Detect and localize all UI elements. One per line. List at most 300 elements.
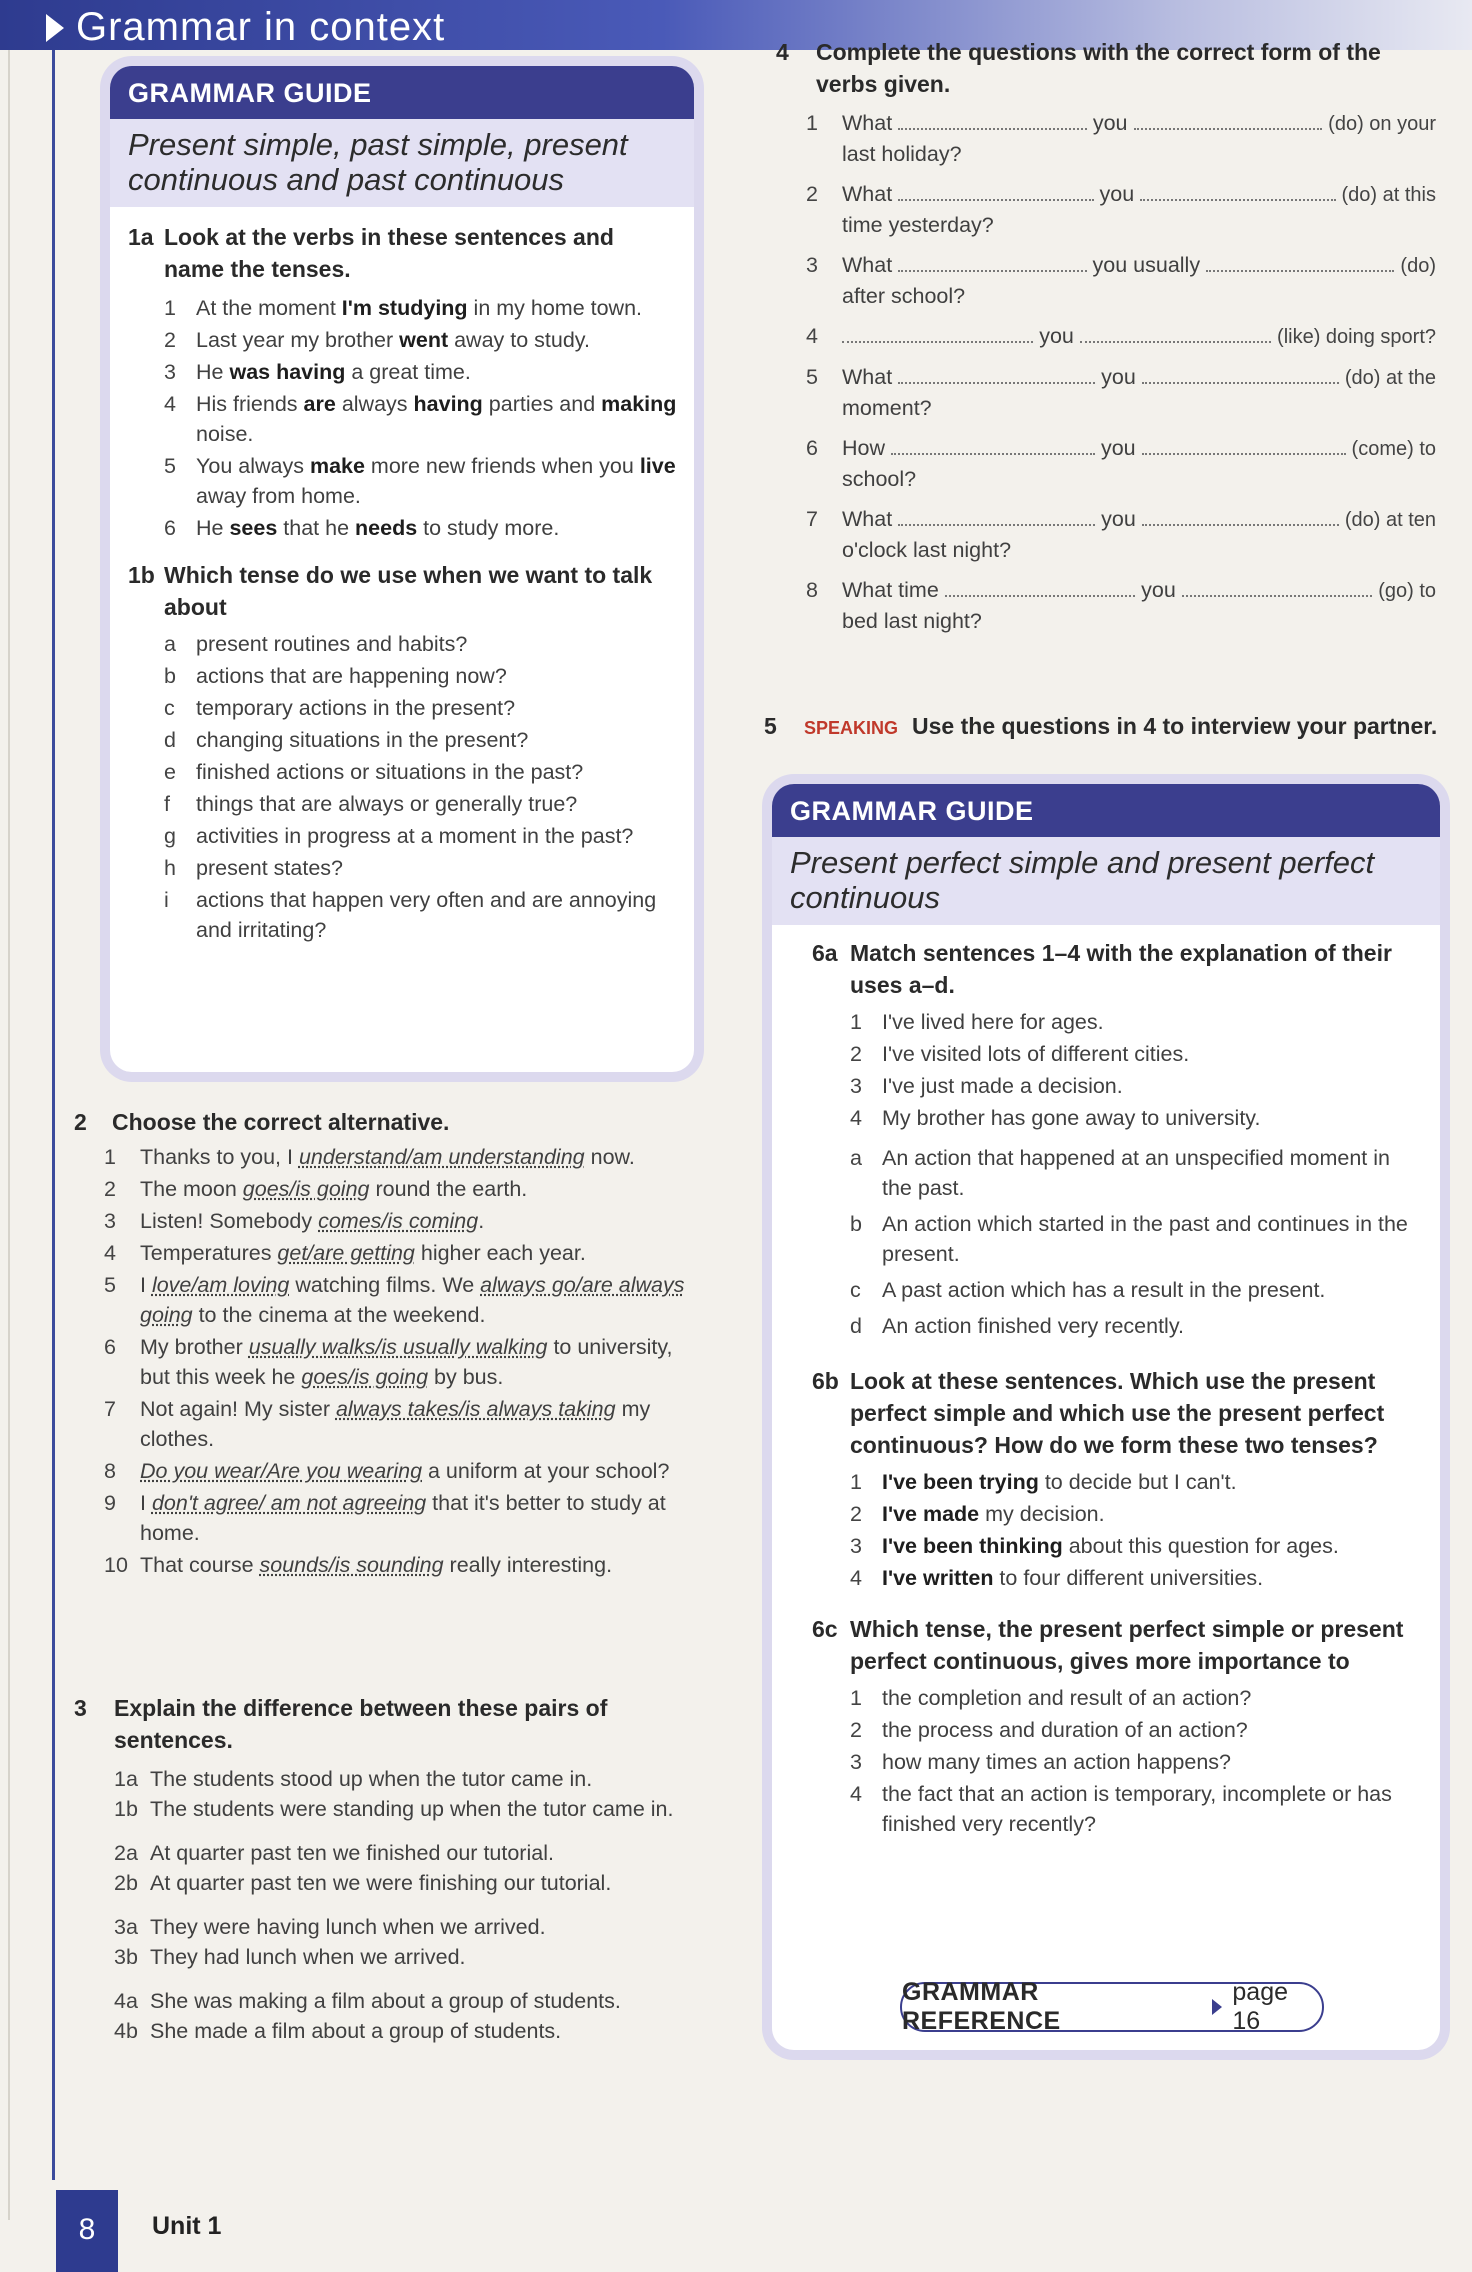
item-text-fragment: Listen! Somebody [140,1209,319,1233]
item-text-fragment: He [196,516,230,540]
subject-word: you usually [1092,253,1201,277]
bold-verb: are [303,392,336,416]
grammar-guide-box-1 [110,66,694,1072]
question-line [842,250,1436,281]
item-number: 5 [806,365,818,389]
item-number: 7 [104,1397,116,1421]
list-item [164,693,678,723]
answer-blank[interactable] [1134,110,1323,130]
left-margin-rule [52,50,55,2180]
bold-verb: make [309,454,365,478]
subject-word: you [1100,436,1136,460]
subject-word: you [1039,324,1074,348]
verb-hint: (like) doing sport? [1277,326,1437,348]
list-item [164,853,678,883]
verb-hint: (do) at ten [1344,509,1436,531]
bold-verb: I've been thinking [882,1534,1063,1558]
list-item [164,389,678,449]
subject-word: you [1101,507,1136,531]
item-text [140,1550,694,1580]
answer-blank[interactable] [898,181,1093,201]
item-text: activities in progress at a moment in the past? [196,824,634,848]
item-text: At quarter past ten we finished our tutorial. [150,1841,554,1865]
item-text-fragment: to the cinema at the weekend. [192,1303,486,1327]
exercise-6c [772,1595,1440,1839]
item-text: An action which started in the past and continues in the present. [882,1212,1408,1266]
item-text [882,1531,1422,1561]
grammar-guide-heading: GRAMMAR GUIDE [772,784,1440,837]
alternative-choice: understand/am understanding [298,1145,585,1169]
grammar-guide-subtitle: Present perfect simple and present perfect continuous [772,837,1440,925]
exercise-instruction: Complete the questions with the correct form of the verbs given. [816,39,1381,97]
item-number: 2 [164,328,176,352]
item-number: 1a [114,1767,138,1791]
verb-hint: (do) at this [1341,184,1436,206]
exercise-3-title [74,1692,694,1756]
bold-verb: I've written [882,1566,994,1590]
item-text-fragment: always [335,392,414,416]
item-number: 2 [850,1502,862,1526]
item-text: temporary actions in the present? [196,696,516,720]
item-number: 1 [850,1470,862,1494]
exercise-instruction: Choose the correct alternative. [112,1109,450,1135]
item-text: present routines and habits? [196,632,468,656]
item-number: 1 [850,1010,862,1034]
list-item [114,1764,694,1794]
grammar-reference-label: GRAMMAR REFERENCE [902,1978,1061,2035]
item-number: 5 [104,1273,116,1297]
item-text [882,1499,1422,1529]
alternative-choice: Do you wear/Are you wearing [140,1459,423,1483]
list-item [104,1394,694,1454]
list-item [104,1270,694,1330]
exercise-4-title [776,36,1436,100]
answer-blank[interactable] [1142,364,1339,384]
item-number: 6 [104,1335,116,1359]
exercise-number: 2 [74,1109,87,1135]
item-number: g [164,824,176,848]
exercise-instruction: Which tense, the present perfect simple or present perfect continuous, gives more importance to [850,1616,1404,1674]
bold-verb: I've made [882,1502,980,1526]
question-text [842,504,1436,565]
answer-blank[interactable] [1142,506,1339,526]
sentence-pair [114,1764,694,1824]
list-item [114,1838,694,1868]
item-text: how many times an action happens? [882,1750,1231,1774]
item-text [140,1142,694,1172]
item-number: 10 [104,1553,128,1577]
item-text-fragment: more new friends when you [364,454,640,478]
sentence-pair [114,1912,694,1972]
item-number: 1 [104,1145,116,1169]
item-text-fragment: in my home town. [467,296,643,320]
item-text-fragment: His friends [196,392,304,416]
item-number: 4 [850,1566,862,1590]
subject-word: you [1099,182,1135,206]
question-item [806,504,1436,565]
list-item [850,1275,1422,1305]
exercise-6a-uses [850,1143,1422,1341]
list-item [850,1039,1422,1069]
verb-hint: (come) to [1351,438,1436,460]
item-number: 4b [114,2019,138,2043]
question-word: What time [842,578,939,602]
item-number: 3a [114,1915,138,1939]
exercise-1b-title [128,559,678,623]
item-number: 2a [114,1841,138,1865]
question-line [842,108,1436,139]
item-number: 4 [104,1241,116,1265]
item-text-fragment: . [478,1209,485,1233]
item-text [140,1394,694,1454]
list-item [114,1912,694,1942]
answer-blank[interactable] [898,110,1087,130]
item-text-fragment: Thanks to you, I [140,1145,299,1169]
item-text: They were having lunch when we arrived. [150,1915,546,1939]
item-number: 3 [850,1074,862,1098]
item-text-fragment: watching films. We [289,1273,481,1297]
bold-verb: went [399,328,449,352]
alternative-choice: love/am loving [151,1273,290,1297]
grammar-guide-heading: GRAMMAR GUIDE [110,66,694,119]
alternative-choice: always go/are always going [140,1273,685,1327]
question-item [806,321,1436,352]
item-text-fragment: Not again! My sister [140,1397,336,1421]
item-number: h [164,856,176,880]
question-text [842,433,1436,494]
item-number: 2 [806,182,818,206]
item-text: A past action which has a result in the present. [882,1278,1326,1302]
verb-hint: (do) at the [1344,367,1436,389]
item-number: e [164,760,176,784]
list-item [850,1209,1422,1269]
alternative-choice: goes/is going [242,1177,370,1201]
question-line [842,362,1436,393]
alternative-choice: usually walks/is usually walking [248,1335,548,1359]
item-text: At quarter past ten we were finishing our tutorial. [150,1871,612,1895]
item-text-fragment: noise. [196,422,254,446]
list-item [164,885,678,945]
answer-blank[interactable] [842,323,1033,343]
exercise-1b-list [164,629,678,945]
list-item [164,629,678,659]
item-text-fragment: away from home. [196,484,361,508]
list-item [850,1563,1422,1593]
item-number: 7 [806,507,818,531]
item-text [196,389,678,449]
item-text [196,293,678,323]
item-text: present states? [196,856,344,880]
item-number: d [850,1314,862,1338]
question-word: What [842,182,893,206]
list-item [850,1715,1422,1745]
answer-blank[interactable] [898,252,1086,272]
item-text: things that are always or generally true? [196,792,578,816]
alternative-choice: comes/is coming [318,1209,479,1233]
item-number: b [850,1212,862,1236]
item-number: 3b [114,1945,138,1969]
question-tail: bed last night? [842,609,982,633]
item-number: 5 [164,454,176,478]
item-text-fragment: I [140,1273,152,1297]
list-item [164,513,678,543]
alternative-choice: sounds/is sounding [259,1553,444,1577]
answer-blank[interactable] [891,435,1095,455]
item-text-fragment: to four different universities. [993,1566,1264,1590]
exercise-instruction: Use the questions in 4 to interview your partner. [912,713,1438,739]
item-text: My brother has gone away to university. [882,1106,1261,1130]
item-number: 4a [114,1989,138,2013]
answer-blank[interactable] [1080,323,1271,343]
item-text: the process and duration of an action? [882,1718,1248,1742]
item-text: They had lunch when we arrived. [150,1945,466,1969]
sentence-pair [114,1838,694,1898]
item-text-fragment: a great time. [345,360,471,384]
item-text: The students stood up when the tutor came in. [150,1767,593,1791]
question-item [806,179,1436,240]
item-text [140,1206,694,1236]
item-number: 8 [104,1459,116,1483]
item-number: f [164,792,170,816]
item-text-fragment: At the moment [196,296,342,320]
question-tail: time yesterday? [842,213,994,237]
item-number: 1b [114,1797,138,1821]
exercise-2-title [74,1106,694,1138]
speaking-tag: SPEAKING [804,718,899,738]
exercise-6c-list [850,1683,1422,1839]
bold-verb: sees [229,516,278,540]
question-tail: school? [842,467,917,491]
item-text: I've just made a decision. [882,1074,1123,1098]
list-item [104,1142,694,1172]
item-text [196,513,678,543]
item-number: 3 [850,1534,862,1558]
list-item [164,325,678,355]
item-number: b [164,664,176,688]
exercise-instruction: Look at the verbs in these sentences and name the tenses. [164,224,614,282]
answer-blank[interactable] [1206,252,1394,272]
item-text-fragment: now. [584,1145,635,1169]
bold-verb: having [413,392,483,416]
list-item [164,821,678,851]
item-number: 4 [806,324,818,348]
answer-blank[interactable] [1142,435,1346,455]
item-text [140,1456,694,1486]
item-text-fragment: my clothes. [140,1397,651,1451]
list-item [850,1467,1422,1497]
item-number: 3 [806,253,818,277]
item-text-fragment: I [140,1491,152,1515]
exercise-1a-title [128,221,678,285]
list-item [164,757,678,787]
item-text: the completion and result of an action? [882,1686,1252,1710]
exercise-2 [74,1106,694,1582]
item-text-fragment: my decision. [979,1502,1105,1526]
list-item [114,2016,694,2046]
question-line [842,321,1436,352]
item-number: 4 [850,1106,862,1130]
item-text-fragment: to university, but this week he [140,1335,673,1389]
exercise-2-list [104,1142,694,1580]
item-text-fragment: a uniform at your school? [422,1459,670,1483]
item-text [140,1238,694,1268]
exercise-6b [772,1347,1440,1593]
list-item [104,1206,694,1236]
exercise-number: 4 [776,39,789,65]
question-line [842,433,1436,464]
subject-word: you [1141,578,1176,602]
exercise-number: 5 [764,713,777,739]
exercise-number: 6a [812,940,838,966]
list-item [850,1747,1422,1777]
exercise-number: 1b [128,562,155,588]
list-item [104,1488,694,1548]
exercise-6c-title [812,1613,1422,1677]
answer-blank[interactable] [945,577,1135,597]
item-number: 3 [164,360,176,384]
item-number: d [164,728,176,752]
item-text-fragment: parties and [482,392,602,416]
item-text [196,451,678,511]
list-item [850,1071,1422,1101]
item-number: 6 [164,516,176,540]
exercise-6b-list [850,1467,1422,1593]
item-text: An action that happened at an unspecified moment in the past. [882,1146,1390,1200]
item-number: 8 [806,578,818,602]
item-text [882,1467,1422,1497]
list-item [114,1986,694,2016]
exercise-4 [776,36,1436,646]
page-edge-rule [8,50,10,2220]
answer-blank[interactable] [898,364,1095,384]
item-text: I've lived here for ages. [882,1010,1104,1034]
exercise-4-list [806,108,1436,636]
question-line [842,504,1436,535]
alternative-choice: always takes/is always taking [335,1397,616,1421]
item-number: 1 [850,1686,862,1710]
item-text-fragment: My brother [140,1335,249,1359]
item-text-fragment: higher each year. [414,1241,586,1265]
list-item [164,451,678,511]
exercise-number: 6b [812,1368,839,1394]
answer-blank[interactable] [898,506,1095,526]
question-word: How [842,436,886,460]
item-number: a [164,632,176,656]
list-item [114,1942,694,1972]
list-item [164,725,678,755]
list-item [850,1779,1422,1839]
item-text: I've visited lots of different cities. [882,1042,1190,1066]
answer-blank[interactable] [1140,181,1335,201]
item-text: finished actions or situations in the past? [196,760,584,784]
list-item [850,1007,1422,1037]
answer-blank[interactable] [1182,577,1372,597]
item-text: The students were standing up when the tutor came in. [150,1797,674,1821]
item-text-fragment: that he [277,516,356,540]
item-number: 2 [104,1177,116,1201]
question-item [806,362,1436,423]
item-number: 2 [850,1718,862,1742]
bold-verb: needs [355,516,418,540]
item-text: the fact that an action is temporary, incomplete or has finished very recently? [882,1782,1392,1836]
item-number: 2 [850,1042,862,1066]
verb-hint: (do) on your [1328,113,1437,135]
item-text-fragment: to decide but I can't. [1038,1470,1237,1494]
page-title: Grammar in context [76,5,446,49]
exercise-instruction: Look at these sentences. Which use the present perfect simple and which use the present perfect continuous? How do we form these two tenses? [850,1368,1385,1458]
item-text-fragment: The moon [140,1177,243,1201]
item-number: 4 [164,392,176,416]
item-text-fragment: You always [196,454,310,478]
exercise-1a-list [164,293,678,543]
bold-verb: was having [229,360,346,384]
question-text [842,250,1436,311]
verb-hint: (do) [1400,255,1436,277]
grammar-guide-subtitle: Present simple, past simple, present continuous and past continuous [110,119,694,207]
item-number: i [164,888,169,912]
item-number: 3 [850,1750,862,1774]
exercise-number: 1a [128,224,154,250]
exercise-number: 6c [812,1616,838,1642]
item-text-fragment: He [196,360,230,384]
item-text-fragment: Temperatures [140,1241,278,1265]
list-item [104,1332,694,1392]
grammar-guide-box-2 [772,784,1440,2050]
unit-label: Unit 1 [152,2212,222,2240]
exercise-5 [764,710,1444,742]
list-item [114,1868,694,1898]
exercise-3-list [114,1764,694,2046]
exercise-number: 3 [74,1695,87,1721]
list-item [164,293,678,323]
item-number: 6 [806,436,818,460]
item-text-fragment: that it's better to study at home. [140,1491,666,1545]
question-tail: o'clock last night? [842,538,1012,562]
bold-verb: live [639,454,676,478]
item-text-fragment: by bus. [428,1365,504,1389]
question-text [842,575,1436,636]
question-tail: last holiday? [842,142,962,166]
item-text: An action finished very recently. [882,1314,1184,1338]
exercise-1a [110,207,694,543]
question-tail: after school? [842,284,966,308]
grammar-reference-link[interactable] [900,1978,1324,2035]
question-text [842,362,1436,423]
list-item [104,1238,694,1268]
item-text [140,1174,694,1204]
item-text [882,1563,1422,1593]
exercise-6a-title [812,937,1422,1001]
exercise-instruction: Which tense do we use when we want to talk about [164,562,653,620]
question-item [806,108,1436,169]
exercise-6a [772,925,1440,1341]
item-number: c [850,1278,861,1302]
list-item [164,789,678,819]
question-text [842,108,1436,169]
item-text-fragment: That course [140,1553,260,1577]
item-text-fragment: Last year my brother [196,328,400,352]
bold-verb: I've been trying [882,1470,1039,1494]
item-number: 3 [104,1209,116,1233]
list-item [104,1550,694,1580]
bold-verb: I'm studying [341,296,468,320]
list-item [850,1311,1422,1341]
exercise-1b [110,545,694,945]
list-item [164,661,678,691]
question-text [842,179,1436,240]
alternative-choice: don't agree/ am not agreeing [151,1491,427,1515]
list-item [850,1143,1422,1203]
